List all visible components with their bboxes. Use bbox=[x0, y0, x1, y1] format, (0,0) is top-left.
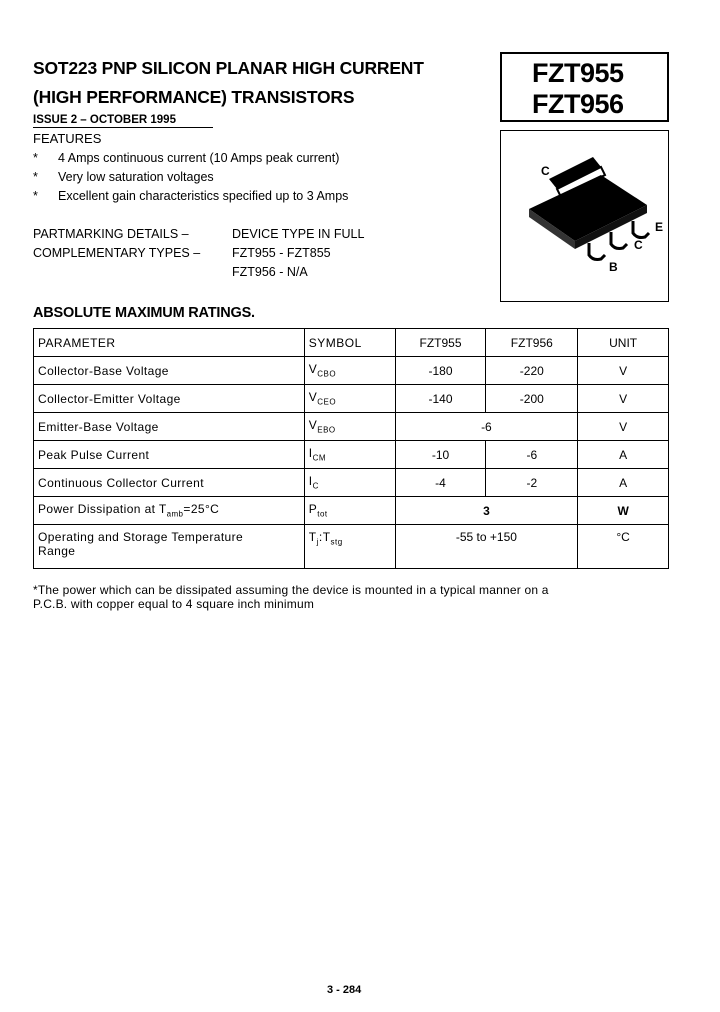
unit-cell: °C bbox=[578, 525, 669, 569]
part-number-fzt956: FZT956 bbox=[532, 89, 624, 119]
pin-label-c: C bbox=[634, 238, 643, 252]
partmarking-value: DEVICE TYPE IN FULL bbox=[232, 227, 365, 241]
table-row bbox=[34, 413, 669, 441]
parameter-cell: Collector-Base Voltage bbox=[34, 357, 305, 385]
title-line-1: SOT223 PNP SILICON PLANAR HIGH CURRENT bbox=[33, 58, 424, 78]
feature-item: * Very low saturation voltages bbox=[33, 170, 214, 184]
symbol-cell: $I_{CM}$ bbox=[304, 441, 395, 469]
feature-item: * 4 Amps continuous current (10 Amps peak current) bbox=[33, 151, 340, 165]
value-cell: -55 to +150 bbox=[395, 525, 578, 569]
complementary-value-fzt955: FZT955 - FZT855 bbox=[232, 246, 331, 260]
bullet-star: * bbox=[33, 170, 38, 184]
column-header: FZT956 bbox=[486, 329, 578, 357]
symbol-cell: $V_{CBO}$ bbox=[304, 357, 395, 385]
symbol-cell: $I_C$ bbox=[304, 469, 395, 497]
partmarking-label: PARTMARKING DETAILS – bbox=[33, 227, 189, 241]
ratings-table bbox=[33, 328, 669, 569]
parameter-cell: Emitter-Base Voltage bbox=[34, 413, 305, 441]
parameter-cell: Continuous Collector Current bbox=[34, 469, 305, 497]
value-cell: 3 bbox=[395, 497, 578, 525]
table-row bbox=[34, 497, 669, 525]
symbol-cell: $P_{tot}$ bbox=[304, 497, 395, 525]
package-drawing-box bbox=[500, 130, 669, 302]
unit-cell: A bbox=[578, 469, 669, 497]
issue-date: ISSUE 2 – OCTOBER 1995 bbox=[33, 114, 213, 128]
value-cell: -4 bbox=[395, 469, 486, 497]
feature-item: * Excellent gain characteristics specified up to 3 Amps bbox=[33, 189, 349, 203]
parameter-cell: Power Dissipation at $T_{amb}=25^\circ C$ bbox=[34, 497, 305, 525]
complementary-value-fzt956: FZT956 - N/A bbox=[232, 265, 308, 279]
symbol-cell: $V_{EBO}$ bbox=[304, 413, 395, 441]
unit-cell: V bbox=[578, 385, 669, 413]
table-row bbox=[34, 441, 669, 469]
footnote-line-2: P.C.B. with copper equal to 4 square inch minimum bbox=[33, 597, 315, 611]
table-row bbox=[34, 357, 669, 385]
value-cell: -6 bbox=[486, 441, 578, 469]
pin-label-c-top: C bbox=[541, 164, 550, 178]
unit-cell: A bbox=[578, 441, 669, 469]
value-cell: -140 bbox=[395, 385, 486, 413]
table-row bbox=[34, 385, 669, 413]
title-line-2: (HIGH PERFORMANCE) TRANSISTORS bbox=[33, 87, 355, 107]
pin-label-e: E bbox=[655, 220, 664, 234]
symbol-cell: $V_{CEO}$ bbox=[304, 385, 395, 413]
symbol-cell: $T_j:T_{stg}$ bbox=[304, 525, 395, 569]
value-cell: -6 bbox=[395, 413, 578, 441]
complementary-label: COMPLEMENTARY TYPES – bbox=[33, 246, 201, 260]
unit-cell: W bbox=[578, 497, 669, 525]
features-heading: FEATURES bbox=[33, 131, 102, 146]
unit-cell: V bbox=[578, 413, 669, 441]
part-number-fzt955: FZT955 bbox=[532, 58, 624, 88]
parameter-cell: Peak Pulse Current bbox=[34, 441, 305, 469]
footnote-line-1: *The power which can be dissipated assuming the device is mounted in a typical manner on a bbox=[33, 583, 549, 597]
column-header: UNIT bbox=[578, 329, 669, 357]
part-number-box bbox=[500, 52, 669, 122]
column-header: FZT955 bbox=[395, 329, 486, 357]
bullet-star: * bbox=[33, 151, 38, 165]
column-header: PARAMETER bbox=[34, 329, 305, 357]
column-header: SYMBOL bbox=[304, 329, 395, 357]
sot223-package-icon bbox=[501, 131, 668, 301]
value-cell: -2 bbox=[486, 469, 578, 497]
value-cell: -220 bbox=[486, 357, 578, 385]
table-header-row bbox=[34, 329, 669, 357]
value-cell: -200 bbox=[486, 385, 578, 413]
pin-label-b: B bbox=[609, 260, 618, 274]
ratings-heading: ABSOLUTE MAXIMUM RATINGS. bbox=[33, 305, 255, 321]
table-row bbox=[34, 469, 669, 497]
table-row bbox=[34, 525, 669, 569]
value-cell: -10 bbox=[395, 441, 486, 469]
parameter-cell: Collector-Emitter Voltage bbox=[34, 385, 305, 413]
bullet-star: * bbox=[33, 189, 38, 203]
page-number: 3 - 284 bbox=[327, 984, 362, 996]
value-cell: -180 bbox=[395, 357, 486, 385]
parameter-cell: Operating and Storage Temperature Range bbox=[34, 525, 305, 569]
unit-cell: V bbox=[578, 357, 669, 385]
